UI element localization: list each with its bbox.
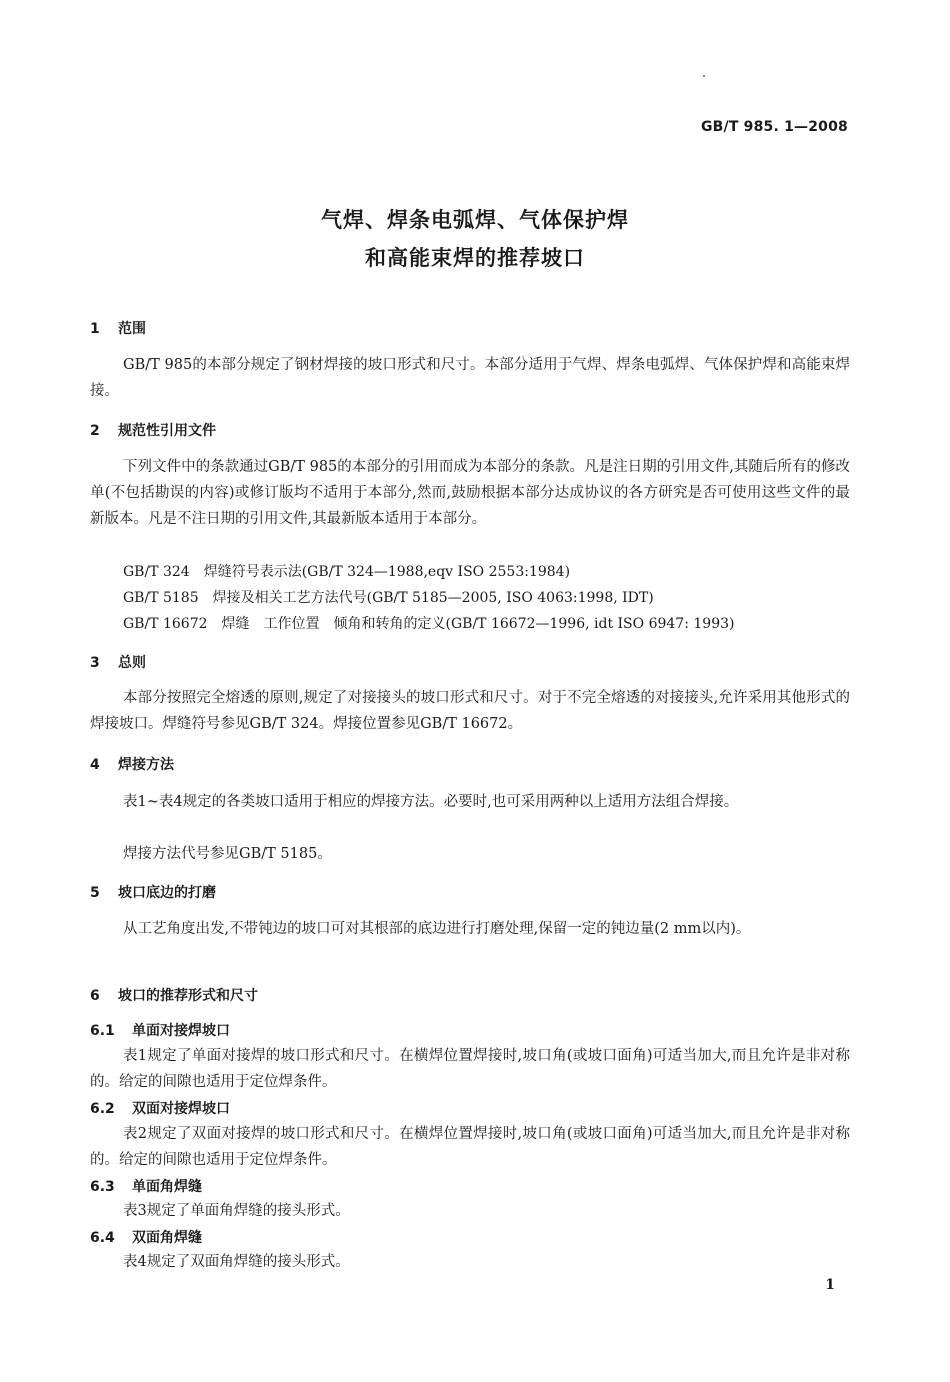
section-2-paragraph: 下列文件中的条款通过GB/T 985的本部分的引用而成为本部分的条款。凡是注日期的引用文件,其随后所有的修改单(不包括勘误的内容)或修订版均不适用于本部分,然而,鼓励根据本部分达成协议的各方研究是否可使用这些文件的最新版本。凡是不注日期的引用文件,其最新版本适用于本部分。 — [90, 459, 850, 527]
section-number: 1 — [90, 321, 100, 337]
subsection-6-4-paragraph: 表4规定了双面角焊缝的接头形式。 — [123, 1254, 350, 1270]
subsection-title: 双面角焊缝 — [132, 1230, 202, 1246]
section-number: 6 — [90, 988, 100, 1004]
normative-reference: GB/T 324 焊缝符号表示法(GB/T 324—1988,eqv ISO 2553:1984) — [123, 564, 571, 580]
section-title: 规范性引用文件 — [118, 423, 216, 439]
section-5-paragraph: 从工艺角度出发,不带钝边的坡口可对其根部的底边进行打磨处理,保留一定的钝边量(2 mm以内)。 — [123, 921, 751, 937]
section-number: 3 — [90, 655, 100, 671]
subsection-title: 单面角焊缝 — [132, 1179, 202, 1195]
section-4-paragraph-2: 焊接方法代号参见GB/T 5185。 — [123, 846, 332, 862]
section-title: 总则 — [118, 655, 146, 671]
subsection-6-4-heading — [90, 1227, 202, 1247]
subsection-6-2-paragraph: 表2规定了双面对接焊的坡口形式和尺寸。在横焊位置焊接时,坡口角(或坡口面角)可适当加大,而且允许是非对称的。给定的间隙也适用于定位焊条件。 — [90, 1126, 850, 1168]
subsection-number: 6.2 — [90, 1101, 115, 1117]
section-1-heading — [90, 318, 146, 338]
section-number: 2 — [90, 423, 100, 439]
standard-number: GB/T 985. 1—2008 — [700, 119, 848, 135]
section-3-paragraph: 本部分按照完全熔透的原则,规定了对接接头的坡口形式和尺寸。对于不完全熔透的对接接头,允许采用其他形式的焊接坡口。焊缝符号参见GB/T 324。焊接位置参见GB/T 16672。 — [90, 690, 850, 732]
section-6-heading — [90, 985, 258, 1005]
section-1-paragraph: GB/T 985的本部分规定了钢材焊接的坡口形式和尺寸。本部分适用于气焊、焊条电弧焊、气体保护焊和高能束焊接。 — [90, 357, 850, 399]
section-2-heading — [90, 420, 216, 440]
section-4-heading — [90, 754, 174, 774]
section-title: 坡口的推荐形式和尺寸 — [118, 988, 258, 1004]
normative-reference: GB/T 16672 焊缝 工作位置 倾角和转角的定义(GB/T 16672—1996, idt ISO 6947: 1993) — [123, 616, 735, 632]
subsection-6-3-heading — [90, 1176, 202, 1196]
section-4-paragraph: 表1~表4规定的各类坡口适用于相应的焊接方法。必要时,也可采用两种以上适用方法组合焊接。 — [123, 794, 739, 810]
section-3-heading — [90, 652, 146, 672]
subsection-title: 单面对接焊坡口 — [132, 1023, 230, 1039]
section-title: 焊接方法 — [118, 757, 174, 773]
subsection-title: 双面对接焊坡口 — [132, 1101, 230, 1117]
scan-speck — [703, 75, 705, 77]
normative-reference: GB/T 5185 焊接及相关工艺方法代号(GB/T 5185—2005, ISO 4063:1998, IDT) — [123, 590, 654, 606]
subsection-number: 6.3 — [90, 1179, 115, 1195]
section-number: 4 — [90, 757, 100, 773]
subsection-6-2-heading — [90, 1098, 230, 1118]
document-title-line-1: 气焊、焊条电弧焊、气体保护焊 — [321, 208, 629, 232]
section-5-heading — [90, 882, 216, 902]
section-title: 坡口底边的打磨 — [118, 885, 216, 901]
page-number: 1 — [825, 1277, 835, 1293]
subsection-6-3-paragraph: 表3规定了单面角焊缝的接头形式。 — [123, 1203, 350, 1219]
subsection-number: 6.1 — [90, 1023, 115, 1039]
document-title-line-2: 和高能束焊的推荐坡口 — [365, 246, 585, 270]
section-title: 范围 — [118, 321, 146, 337]
subsection-6-1-paragraph: 表1规定了单面对接焊的坡口形式和尺寸。在横焊位置焊接时,坡口角(或坡口面角)可适当加大,而且允许是非对称的。给定的间隙也适用于定位焊条件。 — [90, 1048, 850, 1090]
section-number: 5 — [90, 885, 100, 901]
subsection-number: 6.4 — [90, 1230, 115, 1246]
subsection-6-1-heading — [90, 1020, 230, 1040]
